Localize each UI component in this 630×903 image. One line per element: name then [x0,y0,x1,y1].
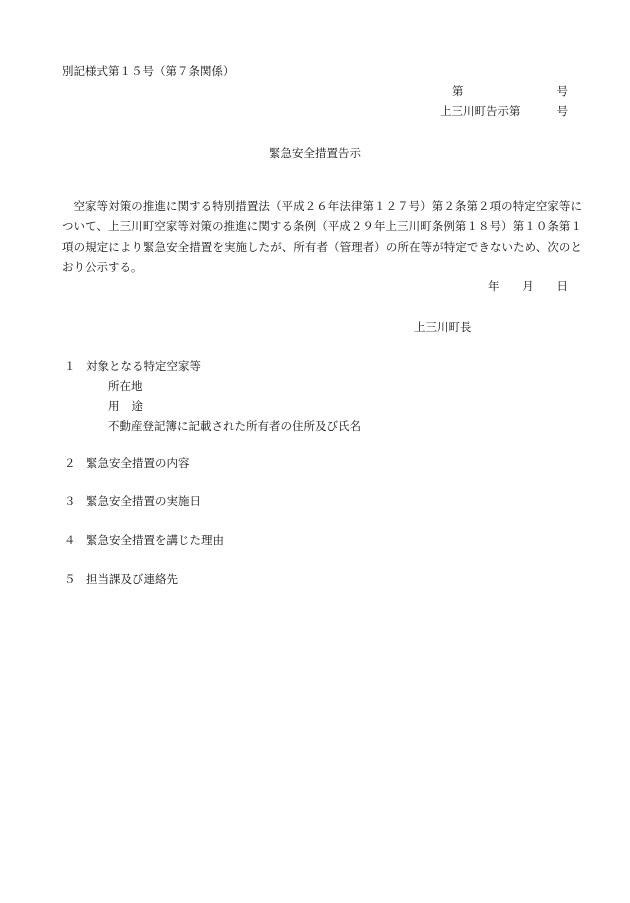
subitem-use-char-1: 用 [108,399,120,413]
notice-number-prefix: 上三川町告示第 [440,104,521,118]
issuer-name: 上三川町長 [414,320,472,334]
number-suffix: 号 [556,84,568,98]
list-item-number: １ [64,359,76,373]
subitem-location: 所在地 [108,379,143,393]
list-item-number: ３ [64,494,76,508]
subitem-owner: 不動産登記簿に記載された所有者の住所及び氏名 [108,419,361,433]
list-item [64,361,201,373]
list-item-label: 緊急安全措置を講じた理由 [86,533,224,547]
subitem-use [108,401,143,413]
date-month: 月 [522,279,534,293]
list-item [64,574,178,586]
document-number-row [452,86,568,98]
date-row [488,281,568,293]
notice-number-suffix: 号 [556,104,568,118]
date-day: 日 [556,279,568,293]
form-label: 別記様式第１５号（第７条関係） [62,64,235,78]
list-item [64,535,224,547]
notice-number-row [440,106,568,118]
list-item-number: ４ [64,533,76,547]
list-item-number: ２ [64,456,76,470]
subitem-use-char-2: 途 [131,399,143,413]
list-item-label: 担当課及び連絡先 [86,572,178,586]
list-item [64,458,190,470]
list-item-label: 緊急安全措置の実施日 [86,494,201,508]
number-prefix: 第 [452,84,464,98]
body-paragraph: 空家等対策の推進に関する特別措置法（平成２６年法律第１２７号）第２条第２項の特定空家等について、上三川町空家等対策の推進に関する条例（平成２９年上三川町条例第１８号）第１０条第１項の規定により緊急安全措置を実施したが、所有者（管理者）の所在等が特定できないため、次のとおり公示する。 [62,198,582,274]
date-year: 年 [488,279,500,293]
list-item-number: ５ [64,572,76,586]
list-item [64,496,201,508]
document-title: 緊急安全措置告示 [269,146,361,160]
list-item-label: 対象となる特定空家等 [86,359,201,373]
list-item-label: 緊急安全措置の内容 [86,456,190,470]
